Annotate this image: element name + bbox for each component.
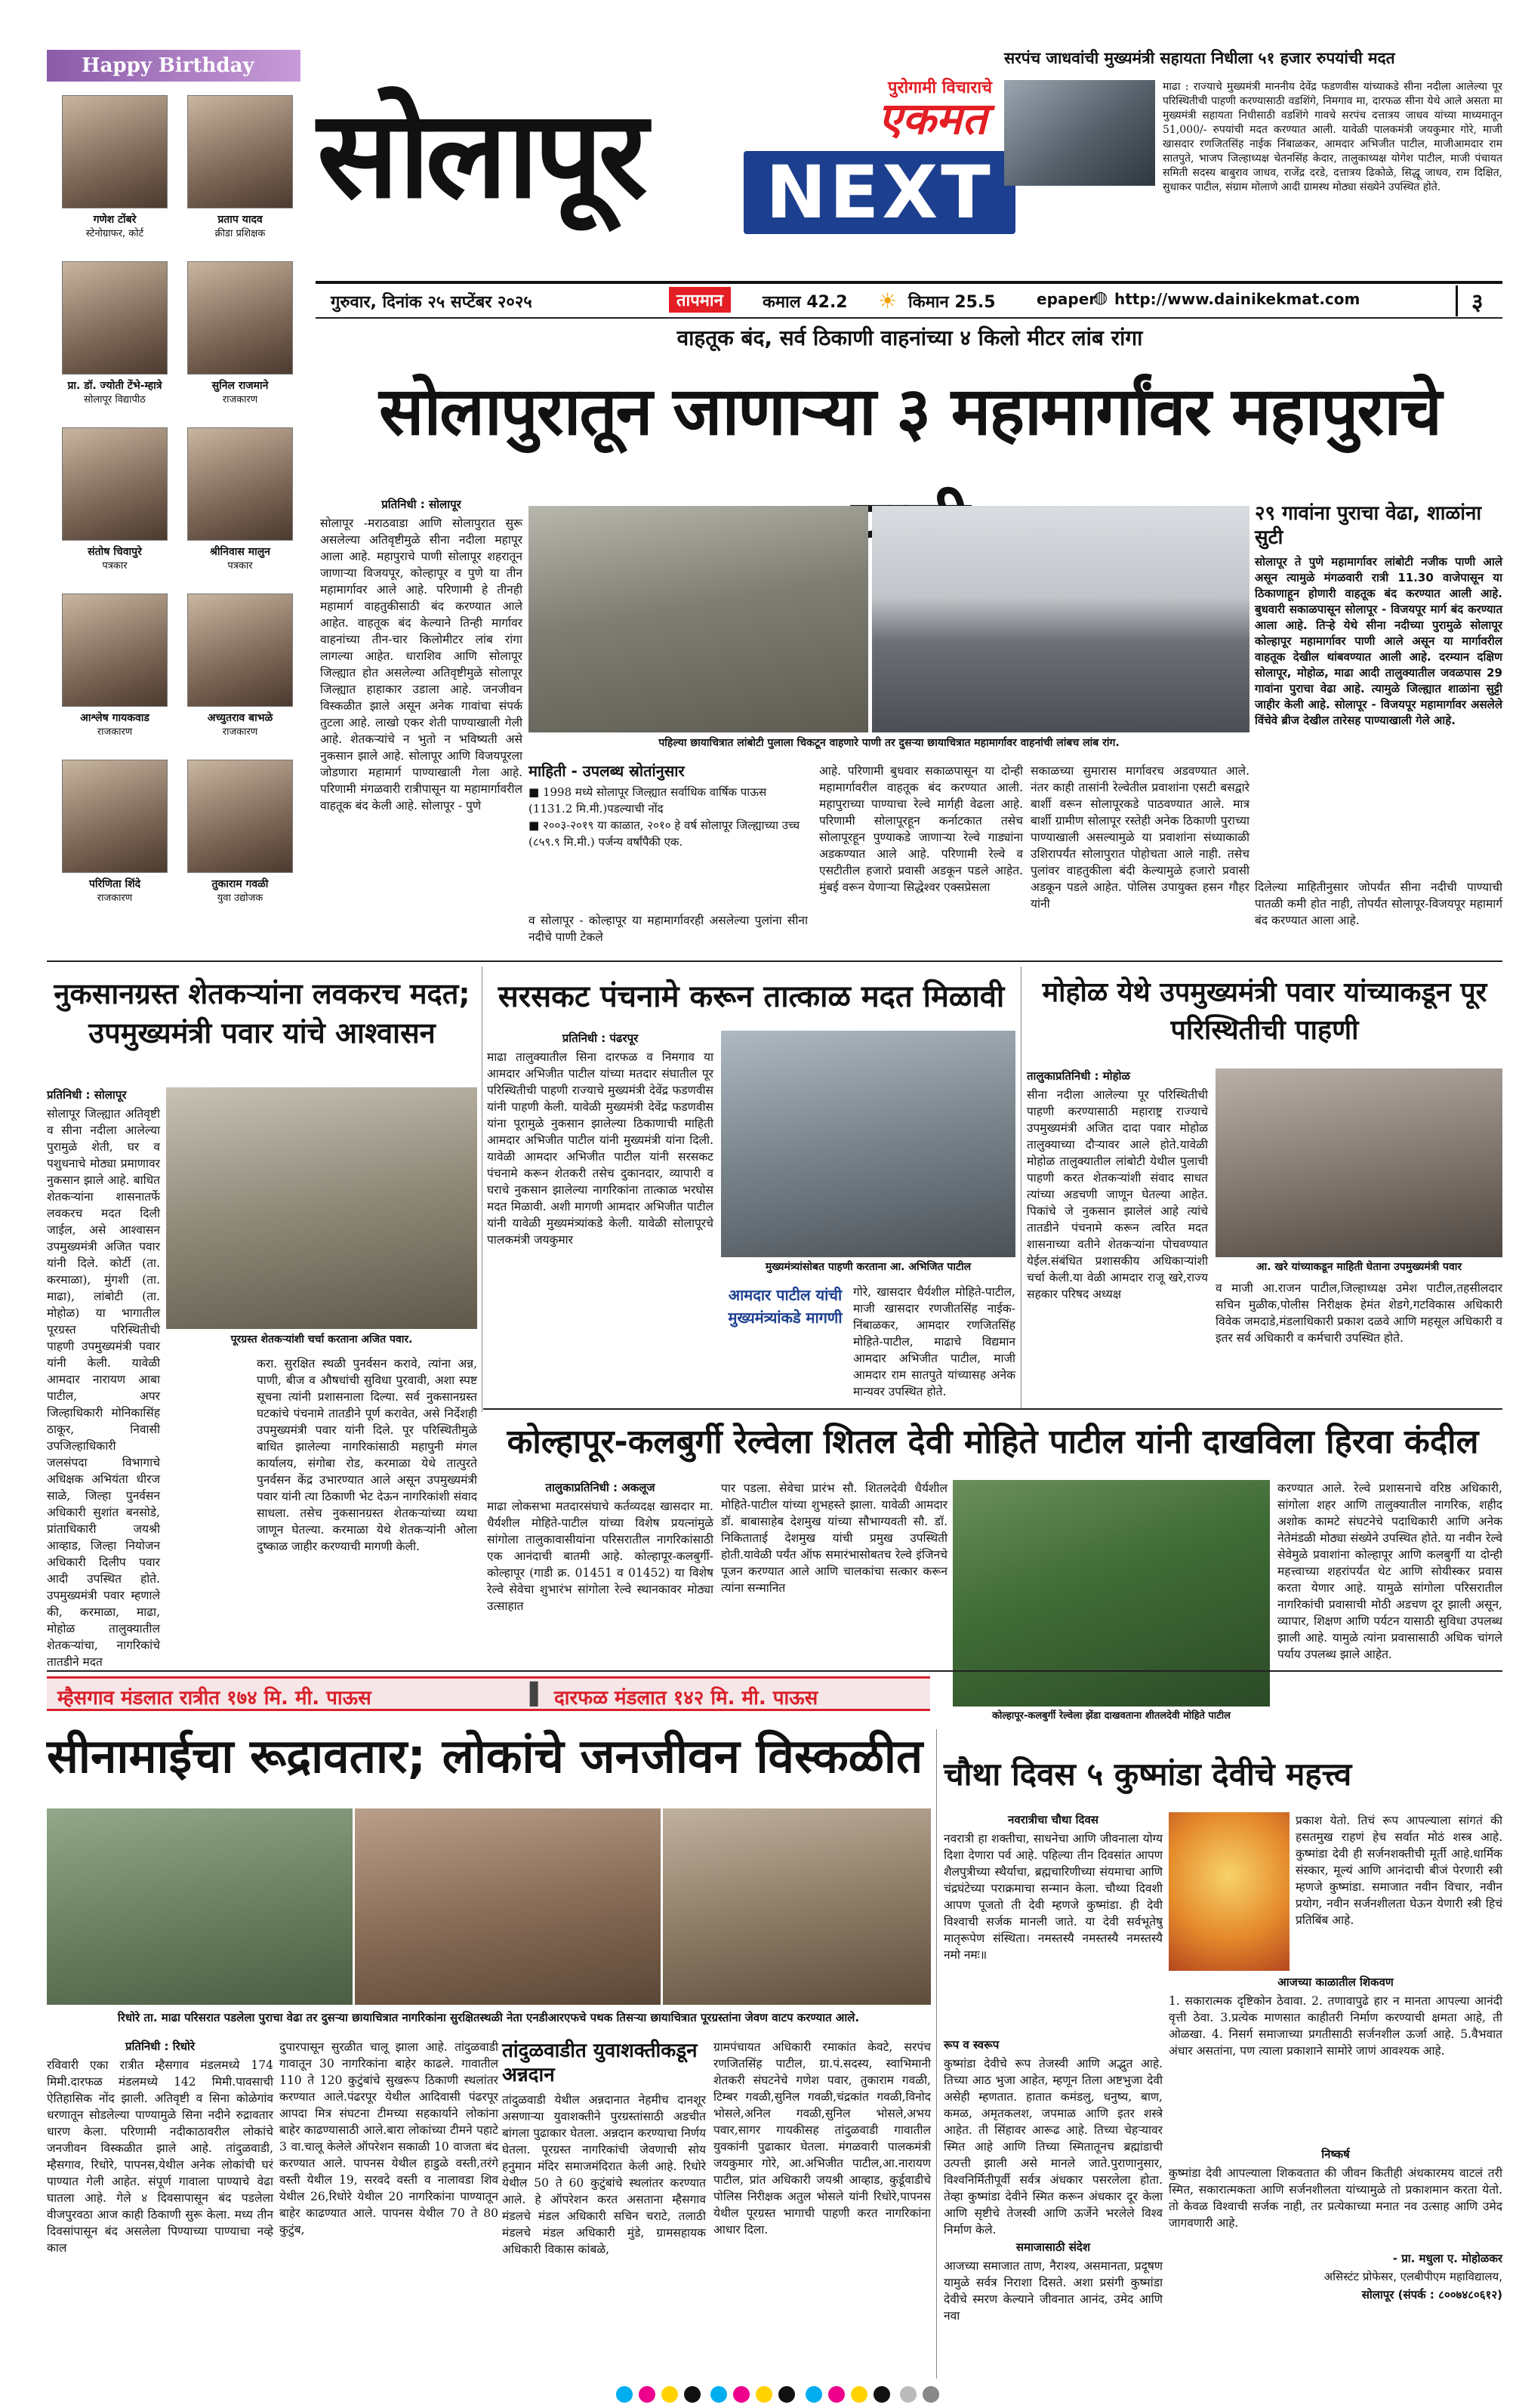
- birthday-name: प्रा. डॉ. ज्योती टेंभे-म्हात्रे: [67, 380, 162, 392]
- story-c-text-2: व माजी आ.राजन पाटील,जिल्हाध्यक्ष उमेश पाटील,तहसीलदार सचिन मुळीक,पोलीस निरीक्षक हेमंत शेडगे,गटविकास अधिकारी विवेक जमदाडे,मंडलाधिकारी प्रकाश दळवे आणि महसूल अधिकारी व इतर सर्व अधिकारी व कर्मचारी उपस्थित होते.: [1216, 1281, 1502, 1345]
- temp-label: तापमान: [669, 287, 731, 313]
- avatar: [62, 261, 168, 375]
- story-a-photo: [166, 1087, 477, 1329]
- story-c-caption: आ. खरे यांच्याकडून माहिती घेताना उपमुख्यमंत्री पवार: [1256, 1261, 1462, 1273]
- lead-text-2: व सोलापूर - कोल्हापूर या महामार्गावरही असलेल्या पुलांना सीना नदीचे पाणी टेकले: [528, 914, 808, 944]
- lead-text-4: सकाळच्या सुमारास मार्गावरच अडवण्यात आले. नंतर काही तासांनी रेल्वेतील प्रवाशांना एसटी बसद्वारे बार्शी वरून सोलापूरकडे पाठवण्यात आले. मात्र बार्शी ग्रामीण सोलापूर रस्तेही अनेक ठिकाणी पुराच्या पाण्याखाली असल्यामुळे या प्रवाशांना संध्याकाळी उशिरापर्यंत सोलापुरात पोहोचता आले नाही. तसेच पुलांवर वाहतुकीला बंदी केल्यामुळे हजारो प्रवासी अडकून पडले आहेत. पोलिस उपायुक्त हसन गौहर यांनी: [1031, 764, 1249, 911]
- story-e-byline: प्रतिनिधी : रिधोरे: [125, 2040, 195, 2053]
- story-g-headline: चौथा दिवस ५ कुष्मांडा देवीचे महत्त्व: [944, 1756, 1352, 1793]
- story-b-caption: मुख्यमंत्र्यांसोबत पाहणी करताना आ. अभिजित पाटील: [765, 1261, 972, 1273]
- flood-villages-box: [1255, 501, 1502, 954]
- birthday-name: आश्लेष गायकवाड: [80, 712, 149, 724]
- avatar: [62, 760, 168, 873]
- story-d-text-2: पार पडला. सेवेचा प्रारंभ सौ. शितलदेवी धैर्यशील मोहिते-पाटील यांच्या शुभहस्ते झाला. यावेळी आमदार डॉ. बाबासाहेब देशमुख यांच्या सौभाग्यवती सौ. डॉ. निकिताताई देशमुख यांची प्रमुख उपस्थिती होती.यावेळी पर्यंत ऑफ समारंभासोबतच रेल्वे इंजिनचे पूजन करण्यात आले आणि चालकांचा सत्कार करून त्यांना सन्मानित: [721, 1481, 948, 1595]
- birthday-role: युवा उद्योजक: [217, 893, 263, 904]
- lead-info-box: [528, 763, 808, 906]
- top-right-headline: सरपंच जाधवांची मुख्यमंत्री सहायता निधीला ५१ हजार रुपयांची मदत: [1004, 49, 1395, 67]
- story-g-text-4: प्रकाश येतो. तिचं रूप आपल्याला सांगतं की हसतमुख राहणं हेच सर्वात मोठं शस्त्र आहे. कुष्मांडा देवी ही सर्जनशक्तीची मूर्ती आहे.धार्मिक संस्कार, मूल्यं आणि आनंदाची बीजं पेरणारी स्त्री म्हणजे कुष्मांडा. समाजात नवीन विचार, नवीन प्रयोग, नवीन सर्जनशीलता घेऊन येणारी स्त्री हिचं प्रतिबिंब आहे.: [1296, 1814, 1502, 1927]
- lead-col1: [320, 497, 522, 950]
- temp-min: किमान 25.5: [908, 293, 996, 312]
- story-g-text-6: कुष्मांडा देवी आपल्याला शिकवतात की जीवन कितीही अंधकारमय वाटलं तरी स्मित, सकारात्मकता आणि सर्जनशीलता यांच्यामुळे तो प्रकाशमान करता येतो. तो केवळ विश्वाची सर्जक नाही, तर प्रत्येकाच्या मनात नव उत्साह आणि उमेद जागवणारी आहे.: [1169, 2166, 1502, 2230]
- story-e-text-2: दुपारपासून सुरळीत चालू झाला आहे. तांदुळवाडी गावातून 30 नागरिकांना बाहेर काढले. गावातील 110 ते 120 कुटुंबांचे सुखरूप ठिकाणी स्थलांतर करण्यात आले.पंढरपूर येथील आदिवासी पंढरपूर आपदा मित्र संघटना टीमच्या सहकार्याने लोकांना बाहेर काढण्यासाठी आले.बारा लोकांच्या टीमने पहाटे 3 वा.चालू केलेले ऑपरेशन सकाळी 10 वाजता बंद करण्यात आले. पापनस येथील हाडुळे वस्ती,तरंगे वस्ती येथील 19, सरवदे वस्ती व नालावडा शिव येथील 26,रिधोरे येथील 20 नागरिकांना पाण्यातून बाहेर काढण्यात आले. पापनस येथील 70 ते 80 कुटुंब,: [279, 2040, 498, 2237]
- flood-villages-text: सोलापूर ते पुणे महामार्गावर लांबोटी नजीक पाणी आले असून त्यामुळे मंगळवारी रात्री 11.30 वाजेपासून या ठिकाणाहून होणारी वाहतूक बंद करण्यात आली आहे. बुधवारी सकाळपासून सोलापूर - विजयपूर मार्ग बंद करण्यात आला आहे. तिऱ्हे येथे सीना नदीच्या पुरामुळे सोलापूर कोल्हापूर महामार्गावर पाणी आले असून या मार्गावरील वाहतूक देखील थांबवण्यात आली आहे. दरम्यान दक्षिण सोलापूर, मोहोळ, माढा आदी तालुक्यातील जवळपास 29 गावांना पुराचा वेढा आहे. त्यामुळे जिल्ह्यात शाळांना सुट्टी जाहीर केली आहे. सोलापूर - विजयपूर महामार्गावर असलेले विंचेवे ब्रीज देखील तारेसह पाण्याखाली गेले आहे.: [1255, 555, 1502, 727]
- story-d-headline: कोल्हापूर-कलबुर्गी रेल्वेला शितल देवी मोहिते पाटील यांनी दाखविला हिरवा कंदील: [507, 1423, 1479, 1461]
- birthday-role: पत्रकार: [227, 560, 253, 572]
- page-number: ३: [1456, 285, 1484, 316]
- issue-date: गुरुवार, दिनांक २५ सप्टेंबर २०२५: [331, 293, 532, 312]
- birthday-name: तुकाराम गवळी: [211, 878, 269, 890]
- brand-tag: पुरोगामी विचाराचे: [887, 79, 993, 97]
- rain-strip-left: म्हैसगाव मंडलात रात्रीत १७४ मि. मी. पाऊस: [57, 1687, 371, 1710]
- birthday-panel: [47, 50, 300, 904]
- story-e-col1: [47, 2039, 273, 2379]
- story-b-col1: [487, 1031, 713, 1287]
- story-a-col1: [47, 1087, 160, 1669]
- birthday-role: राजकारण: [222, 726, 258, 738]
- birthday-role: स्टेनोग्राफर, कोर्ट: [85, 228, 144, 239]
- story-g-col2: [1296, 1812, 1502, 1971]
- next-label: NEXT: [766, 150, 994, 235]
- birthday-name: संतोष चिवापुरे: [88, 546, 142, 558]
- lead-photo-highway: [872, 506, 1249, 732]
- birthday-role: पत्रकार: [102, 560, 128, 572]
- sun-icon: ☀: [878, 288, 898, 313]
- birthday-header: Happy Birthday: [47, 50, 300, 82]
- story-g-sub-2: समाजासाठी संदेश: [1015, 2240, 1091, 2254]
- story-g-author-2: असिस्टंट प्रोफेसर, एलबीपीएम महाविद्यालय,: [1323, 2270, 1502, 2283]
- story-a-caption: पूरग्रस्त शेतकऱ्यांशी चर्चा करताना अजित पवार.: [230, 1333, 413, 1346]
- story-e-caption: रिधोरे ता. माढा परिसरात पडलेला पुराचा वेढा तर दुसऱ्या छायाचित्रात नागरिकांना सुरक्षितस्थळी नेता एनडीआरएफचे पथक तिसऱ्या छायाचित्रात पूरग्रस्तांना जेवण वाटप करण्यात आले.: [117, 2011, 860, 2024]
- story-e-photo-1: [47, 1808, 353, 2005]
- story-g-col2b: [1169, 1975, 1502, 2375]
- flood-villages-headline: २९ गावांना पुराचा वेढा, शाळांना सुटी: [1255, 502, 1482, 549]
- avatar: [187, 427, 293, 541]
- flood-villages-text-2: दिलेल्या माहितीनुसार जोपर्यंत सीना नदीची पाण्याची पातळी कमी होत नाही, तोपर्यंत सोलापूर-विजयपूर महामार्ग बंद करण्यात आला आहे.: [1255, 880, 1502, 927]
- brand-logo: एकमत: [877, 93, 988, 144]
- story-g-sub-4: निष्कर्ष: [1321, 2147, 1350, 2161]
- lead-photo-river: [528, 506, 868, 732]
- lead-headline: सोलापुरातून जाणाऱ्या ३ महामार्गांवर महापुराचे: [379, 372, 1441, 450]
- birthday-name: श्रीनिवास मालुन: [210, 546, 270, 558]
- birthday-name: प्रताप यादव: [217, 214, 263, 226]
- lead-kicker: वाहतूक बंद, सर्व ठिकाणी वाहनांच्या ४ किलो मीटर लांब रांगा: [676, 325, 1143, 350]
- story-b-text-1: माढा तालुक्यातील सिना दारफळ व निमगाव या आमदार अभिजीत पाटील यांच्या मतदार संघातील पूर परिस्थितीची पाहणी राज्याचे मुख्यमंत्री देवेंद्र फडणवीस यांनी पाहणी केली. यावेळी मुख्यमंत्री देवेंद्र फडणवीस यांना पूरामुळे नुकसान झालेल्या ठिकाणाची माहिती आमदार अभिजीत पाटील यांनी मुख्यमंत्री यांना दिली. यावेळी आमदार अभिजीत पाटील यांनी सरसकट पंचनामे करून शेतकरी तसेच दुकानदार, व्यापारी व घराचे नुकसान झालेल्या नागरिकांना तात्काळ भरघोस मदत मिळावी. अशी मागणी आमदार अभिजीत पाटील यांनी यावेळी मुख्यमंत्र्यांकडे केली. यावेळी सोलापूरचे पालकमंत्री जयकुमार: [487, 1050, 713, 1247]
- rain-strip: [47, 1676, 930, 1711]
- info-title: माहिती - उपलब्ध स्रोतांनुसार: [528, 762, 685, 780]
- top-right-photo: [1004, 80, 1155, 186]
- story-d-text-3: करण्यात आले. रेल्वे प्रशासनाचे वरिष्ठ अधिकारी, सांगोला शहर आणि तालुक्यातील नागरिक, शहीद अशोक कामटे संघटनेचे पदाधिकारी आणि अनेक नेतेमंडळी मोठ्या संख्येने उपस्थित होते. या नवीन रेल्वे सेवेमुळे प्रवाशांना कोल्हापूर आणि कलबुर्गी या दोन्ही महत्त्वाच्या शहरांपर्यंत थेट आणि सोयीस्कर प्रवास करता येणार आहे. यामुळे सांगोला परिसरातील नागरिकांची प्रवासाची मोठी अडचण दूर झाली असून, व्यापार, शिक्षण आणि पर्यटन यासाठी सुविधा उपलब्ध झाली आहे. यामुळे त्यांना प्रवासासाठी अधिक चांगले पर्याय उपलब्ध झाले आहेत.: [1277, 1481, 1502, 1661]
- avatar: [187, 95, 293, 208]
- birthday-role: क्रीडा प्रशिक्षक: [214, 228, 266, 239]
- story-f: [502, 2039, 706, 2379]
- story-d-byline: तालुकाप्रतिनिधी : अकलूज: [545, 1481, 655, 1494]
- story-b-headline: सरसकट पंचनामे करून तात्काळ मदत मिळावी: [498, 979, 1005, 1014]
- avatar: [187, 594, 293, 707]
- story-c-photo: [1216, 1068, 1502, 1257]
- birthday-name: सुनिल राजमाने: [211, 380, 269, 392]
- lead-photo-caption: पहिल्या छायाचित्रात लांबोटी पुलाला चिकटून वाहणारे पाणी तर दुसऱ्या छायाचित्रात महामार्गावर वाहनांची लांबच लांब रांग.: [658, 737, 1120, 749]
- story-e-headline: सीनामाईचा रूद्रावतार; लोकांचे जनजीवन विस्कळीत: [47, 1728, 923, 1784]
- story-a-headline: नुकसानग्रस्त शेतकऱ्यांना लवकरच मदत; उपमुख्यमंत्री पवार यांचे आश्वासन: [54, 977, 470, 1050]
- rain-strip-right: दारफळ मंडलात १४२ मि. मी. पाऊस: [554, 1687, 818, 1710]
- birthday-role: सोलापूर विद्यापीठ: [84, 394, 146, 405]
- story-g-text-2: कुष्मांडा देवीचे रूप तेजस्वी आणि अद्भुत आहे. तिच्या आठ भुजा आहेत, म्हणून तिला अष्टभुजा देवी असेही म्हणतात. हातात कमंडलु, धनुष्य, बाण, कमळ, अमृतकलश, जपमाळ आणि इतर शस्त्रे आहेत. ती सिंहावर आरूढ आहे. तिच्या चेहऱ्यावर स्मित आहे आणि तिच्या स्मितातूनच ब्रह्मांडाची उत्पत्ती झाली असे मानले जाते.पुराणानुसार, विश्वनिर्मितीपूर्वी सर्वत्र अंधकार पसरलेला होता. तेव्हा कुष्मांडा देवीने स्मित करून अंधकार दूर केला आणि सृष्टीचे तेजस्वी आणि ऊर्जेने भरलेले विश्व निर्माण केले.: [944, 2057, 1163, 2237]
- top-right-story: [1004, 50, 1502, 276]
- story-e-photo-2: [355, 1808, 661, 2005]
- top-right-text: माढा : राज्याचे मुख्यमंत्री माननीय देवेंद्र फडणवीस यांच्याकडे सीना नदीला आलेल्या पूर परिस्थितीची पाहणी करण्यासाठी वडशिंगे, निमगाव मा, दारफळ सीना येथे आले असता मा मुख्यमंत्री सहायता निधीसाठी वडशिंगे गावचे सरपंच दत्तात्रय जाधव यांच्या माध्यमातून 51,000/- रुपयांची मदत करण्यात आली. यावेळी पालकमंत्री जयकुमार गोरे, माजी खासदार रणजितसिंह नाईक निंबाळकर, आमदार अभिजीत पाटील, माजीआमदार राम सातपुते, भाजप जिल्हाध्यक्ष चेतनसिंह केदार, तालुकाध्यक्ष योगेश पाटील, माजी पंचायत समिती सदस्य बाबुराव जाधव, राजेंद्र दरडे, दत्तात्रय ढिकोळे, सिद्धू जाधव, राम दिक्षित, सुधाकर पाटील, संग्राम मोलाणे आदी ग्रामस्थ मोठ्या संख्येने उपस्थित होते.: [1163, 81, 1502, 193]
- birthday-name: अच्युतराव बाभळे: [207, 712, 273, 724]
- story-g-author: - प्रा. मधुला ए. मोहोळकर: [1392, 2252, 1502, 2265]
- birthday-name: गणेश टोंबरे: [93, 214, 137, 226]
- story-a-text-2: करा. सुरक्षित स्थळी पुनर्वसन करावे, त्यांना अन्न, पाणी, बीज व औषधांची सुविधा पुरवावी, अशा स्पष्ट सूचना त्यांनी प्रशासनाला दिल्या. सर्व नुकसानग्रस्त घटकांचे पंचनामे तातडीने पूर्ण करावेत, असे निर्देशही उपमुख्यमंत्री पवार यांनी दिले. पूर परिस्थितीमुळे बाधित झालेल्या नागरिकांसाठी महापुनी मंगल कार्यालय, संगोबा रोड, करमाळा येथे तात्पुरते पुनर्वसन केंद्र उभारण्यात आले असून उपमुख्यमंत्री पवार यांनी त्या ठिकाणी भेट देऊन नागरिकांशी संवाद साधला. तसेच नुकसानग्रस्त शेतकऱ्यांच्या व्यथा जाणून घेतल्या. करमाळा येथे शेतकऱ्यांनी ओला दुष्काळ जाहीर करण्याची मागणी केली.: [257, 1357, 477, 1553]
- avatar: [187, 760, 293, 873]
- story-b-byline: प्रतिनिधी : पंढरपूर: [562, 1031, 639, 1045]
- story-c-col1: [1027, 1068, 1208, 1401]
- story-g-sub-1: रूप व स्वरूप: [944, 2038, 1000, 2052]
- lead-text-1: सोलापूर -मराठवाडा आणि सोलापुरात सुरू असलेल्या अतिवृष्टीमुळे सीना नदीला महापूर आला आहे. महापुराचे पाणी सोलापूर शहरातून जाणाऱ्या विजयपूर, कोल्हापूर व पुणे या तीन महामार्गावर आले आहे. परिणामी हे तीनही महामार्ग वाहतुकीसाठी बंद करण्यात आले आहेत. वाहतूक बंद केल्याने तिन्ही मार्गावर वाहनांच्या तीन-चार किलोमीटर लांब रांगा लागल्या आहेत. धाराशिव आणि सोलापूर जिल्ह्यात होत असलेल्या अतिवृष्टीमुळे सोलापूर जिल्ह्यात हाहाकार उडाला आहे. जनजीवन विस्कळीत झाले असून अनेक गावांचा संपर्क तुटला आहे. लाखो एकर शेती पाण्याखाली गेली आहे. शेतकऱ्यांचे न भुतो न भविष्यती असे नुकसान झाले आहे. सोलापूर आणि विजयपूरला जोडणारा महामार्ग पाण्याखाली गेला आहे. परिणामी मंगळवारी रात्रीपासून या महामार्गावरील वाहतूक बंद केली आहे. सोलापूर - पुणे: [320, 516, 522, 812]
- avatar: [187, 261, 293, 375]
- goddess-image: [1169, 1812, 1290, 1971]
- next-logo: [744, 151, 1015, 234]
- print-registration-dots: [513, 2386, 1042, 2407]
- story-c-text-1: सीना नदीला आलेल्या पूर परिस्थितीची पाहणी करण्यासाठी महाराष्ट्र राज्याचे उपमुख्यमंत्री अजित दादा पवार मोहोळ तालुक्याच्या दौऱ्यावर आले होते.यावेळी मोहोळ तालुक्यातील लांबोटी येथील पुलाची पाहणी करत शेतकऱ्यांशी संवाद साधत त्यांच्या अडचणी जाणून घेतल्या आहेत. पिकांचे जे नुकसान झालेलं आहे त्यांचे तातडीने पंचनामे करून त्वरित मदत शासनाच्या वतीने शेतकऱ्यांना पोचवण्यात येईल.संबंधित प्रशासकीय अधिकाऱ्यांशी चर्चा केली.या वेळी आमदार राजू खरे,राज्य सहकार परिषद अध्यक्ष: [1027, 1088, 1208, 1301]
- story-f-headline: तांदुळवाडीत युवाशक्तीकडून अन्नदान: [502, 2040, 698, 2086]
- temp-max: कमाल 42.2: [763, 293, 848, 312]
- story-f-text-2: ग्रामपंचायत अधिकारी रमाकांत केवटे, सरपंच रणजितसिंह पाटील, ग्रा.पं.सदस्य, स्वाभिमानी शेतकरी संघटनेचे गणेश पवार, तुकाराम गवळी, टिम्बर गवळी,सुनिल गवळी,चंद्रकांत गवळी,विनोद भोसले,अनिल गवळी,सुनिल भोसले,अभय पवार,सागर गायकीसह तांदुळवाडी गावातील युवकांनी पुढाकार घेतला. मंगळवारी पालकमंत्री जयकुमार गोरे, आ.अभिजीत पाटील,आ.नारायण पाटील, प्रांत अधिकारी जयश्री आव्हाड, कुर्डूवाडीचे पोलिस निरीक्षक अतुल भोसले यांनी रिधोरे,पापनस येथील पूरग्रस्त भागाची पाहणी करत नागरिकांना आधार दिला.: [713, 2040, 931, 2237]
- story-c-headline: मोहोळ येथे उपमुख्यमंत्री पवार यांच्याकडून पूर परिस्थितीची पाहणी: [1042, 977, 1487, 1046]
- story-g-col1-title: नवरात्रीचा चौथा दिवस: [1008, 1813, 1098, 1827]
- lead-text-3: आहे. परिणामी बुधवार सकाळपासून या दोन्ही महामार्गावरील वाहतूक बंद करण्यात आली. महापुराच्या पाण्याचा रेल्वे मार्गही वेढला आहे. परिणामी सोलापूरहून कर्नाटकात तसेच सोलापूरहून पुण्याकडे जाणाऱ्या रेल्वे गाड्यांना अडकण्यात आले आहे. परिणामी रेल्वे व एसटीतील हजारो प्रवासी अडकून पडले आहेत. मुंबई वरून येणाऱ्या सिद्धेश्वर एक्सप्रेसला: [819, 764, 1023, 894]
- avatar: [62, 95, 168, 208]
- story-d-text-1: माढा लोकसभा मतदारसंघाचे कर्तव्यदक्ष खासदार मा. धैर्यशील मोहिते-पाटील यांच्या विशेष प्रयत्नांमुळे सांगोला तालुकावासीयांना परिसरातील नागरिकांसाठी एक आनंदाची बातमी आहे. कोल्हापूर-कलबुर्गी-कोल्हापूर (गाडी क्र. 01451 व 01452) या विशेष रेल्वे सेवेचा शुभारंभ सांगोला रेल्वे स्थानकावर मोठ्या उत्साहात: [487, 1500, 713, 1613]
- website-link[interactable]: http://www.dainikekmat.com: [1114, 290, 1360, 308]
- avatar: [62, 594, 168, 707]
- story-g-text-3: आजच्या समाजात ताण, नैराश्य, असमानता, प्रदूषण यामुळे सर्वत्र निराशा दिसते. अशा प्रसंगी कुष्मांडा देवीचे स्मरण केल्याने जीवनात आनंद, उमेद आणि नवा: [944, 2259, 1163, 2323]
- birthday-role: राजकारण: [97, 726, 133, 738]
- info-line-2: ■ २००३-२०१९ या काळात, २०१० हे वर्ष सोलापूर जिल्ह्याच्या उच्च (८५९.९ मि.मी.) पर्जन्य वर्षांपैकी एक.: [528, 819, 800, 849]
- date-strip: [316, 285, 1502, 316]
- story-g-text-5: 1. सकारात्मक दृष्टिकोन ठेवावा. 2. तणावापुढे हार न मानता आपल्या आनंदी वृत्ती ठेवा. 3.प्रत्येक माणसात काहीतरी निर्माण करण्याची क्षमता आहे, ती ओळखा. 4. निसर्ग समाजाच्या प्रगतीसाठी सर्जनशील ऊर्जा आहे. 5.वैभवात अंधार असतांना, पण त्याला प्रकाशाने सामोरे जाणं आवश्यक आहे.: [1169, 1994, 1502, 2058]
- story-b-subhead: आमदार पाटील यांची मुख्यमंत्र्यांकडे मागणी: [728, 1286, 843, 1327]
- info-line-1: ■ 1998 मध्ये सोलापूर जिल्ह्यात सर्वाधिक वार्षिक पाऊस (1131.2 मि.मी.)पडल्याची नोंद: [528, 785, 767, 816]
- epaper-label: epaper: [1037, 290, 1097, 308]
- birthday-role: राजकारण: [222, 394, 258, 405]
- masthead-title: सोलापूर: [317, 84, 643, 225]
- story-d-caption: कोल्हापूर-कलबुर्गी रेल्वेला झेंडा दाखवताना शीतलदेवी मोहिते पाटील: [992, 1710, 1231, 1722]
- story-g-col1: [944, 1812, 1163, 2371]
- story-e-photo-3: [663, 1808, 931, 2005]
- story-a-byline: प्रतिनिधी : सोलापूर: [47, 1088, 127, 1102]
- avatar: [62, 427, 168, 541]
- globe-icon: ◍: [1093, 288, 1108, 307]
- birthday-role: राजकारण: [97, 893, 133, 904]
- story-d-col1: [487, 1480, 713, 1669]
- birthday-name: परिणिता शिंदे: [88, 878, 141, 890]
- story-f-text-1: तांदुळवाडी येथील अन्नदानात नेहमीच दानशूर असणाऱ्या युवाशक्तीने पुरग्रस्तांसाठी अडचीत बांगला पुढाकार घेतला. अन्नदान करण्याचा निर्णय घेतला. पूरग्रस्त नागरिकांची जेवणाची सोय हनुमान मंदिर समाजमंदिरात केली आहे. रिधोरे येथील 50 ते 60 कुटुंबांचे स्थलांतर करण्यात आले. हे ऑपरेशन करत असताना म्हैसगाव मंडलचे मंडल अधिकारी सचिन चराटे, तलाठी मंडलचे मंडल अधिकारी मुंडे, ग्रामसहायक अधिकारी विकास कांबळे,: [502, 2093, 706, 2256]
- lead-byline: प्रतिनिधी : सोलापूर: [381, 498, 461, 511]
- story-a-text-1: सोलापूर जिल्ह्यात अतिवृष्टी व सीना नदीला आलेल्या पुरामुळे शेती, घर व पशुधनाचे मोठ्या प्रमाणावर नुकसान झाले आहे. बाधित शेतकऱ्यांना शासनातर्फे लवकरच मदत दिली जाईल, असे आश्वासन उपमुख्यमंत्री अजित पवार यांनी दिले. कोर्टी (ता. करमाळा), मुंगशी (ता. माढा), लांबोटी (ता. मोहोळ) या भागातील पूरग्रस्त परिस्थितीची पाहणी उपमुख्यमंत्री पवार यांनी केली. यावेळी आमदार नारायण आबा पाटील, अपर जिल्हाधिकारी मोनिकासिंह ठाकूर, निवासी उपजिल्हाधिकारी जलसंपदा विभागाचे अधिक्षक अभियंता धीरज साळे, जिल्हा पुनर्वसन अधिकारी सुशांत बनसोडे, प्रांताधिकारी जयश्री आव्हाड, जिल्हा नियोजन अधिकारी दिलीप पवार आदी उपस्थित होते. उपमुख्यमंत्री पवार म्हणाले की, करमाळा, माढा, मोहोळ तालुक्यातील शेतकऱ्यांचा, नागरिकांचे तातडीने मदत: [47, 1107, 160, 1669]
- story-b-text-2: गोरे, खासदार धैर्यशील मोहिते-पाटील, माजी खासदार रणजीतसिंह नाईक-निंबाळकर, आमदार रणजितसिंह मोहिते-पाटील, माढाचे विद्यमान आमदार अभिजीत पाटील, माजी आमदार राम सातपुते यांच्यासह अनेक मान्यवर उपस्थित होते.: [853, 1285, 1015, 1398]
- story-d-photo: [953, 1480, 1270, 1707]
- story-g-author-3: सोलापूर (संपर्क : ८००७४८०६१२): [1361, 2288, 1502, 2302]
- story-e-text-1: रविवारी एका रात्रीत म्हैसगाव मंडलमध्ये 174 मिमी.दारफळ मंडलमध्ये 142 मिमी.पावसाची ऐतिहासिक नोंद झाली. अतिवृष्टी व सिना कोळेगांव धरणातून सोडलेल्या पाण्यामुळे सिना नदीने रुद्रावतार धारण केला. परिणामी नदीकाठावरील लोकांचे जनजीवन विस्कळीत झाले आहे. तांदुळवाडी, म्हैसगाव, रिधोरे, पापनस,येथील अनेक लोकांची घरं पाण्यात गेली आहेत. संपूर्ण गावाला पाण्याचे वेढा घातला आहे. गेले ४ दिवसापासून बंद पडलेला वीजपुरवठा आज काही ठिकाणी सुरू केला. मध्य तीन दिवसांपासून बंद असलेला पिण्याच्या पाण्याचा नव्हे काल: [47, 2058, 273, 2255]
- story-g-sub-3: आजच्या काळातील शिकवण: [1277, 1975, 1394, 1989]
- story-b-photo: [721, 1031, 1015, 1257]
- story-g-text-1: नवरात्री हा शक्तीचा, साधनेचा आणि जीवनाला योग्य दिशा देणारा पर्व आहे. पहिल्या तीन दिवसांत आपण शैलपुत्रीच्या स्थैर्याचा, ब्रह्मचारिणीच्या संयमाचा आणि चंद्रघंटेच्या पराक्रमाचा सन्मान केला. चौथ्या दिवशी आपण पूजतो ती देवी म्हणजे कुष्मांडा. ही देवी विश्वाची सर्जक मानली जाते. या देवी सर्वभूतेषु मातृरूपेण संस्थिता। नमस्तस्यै नमस्तस्यै नमस्तस्यै नमो नमः॥: [944, 1832, 1163, 1962]
- story-c-byline: तालुकाप्रतिनिधी : मोहोळ: [1027, 1069, 1130, 1083]
- rain-strip-divider: ▌: [530, 1682, 547, 1707]
